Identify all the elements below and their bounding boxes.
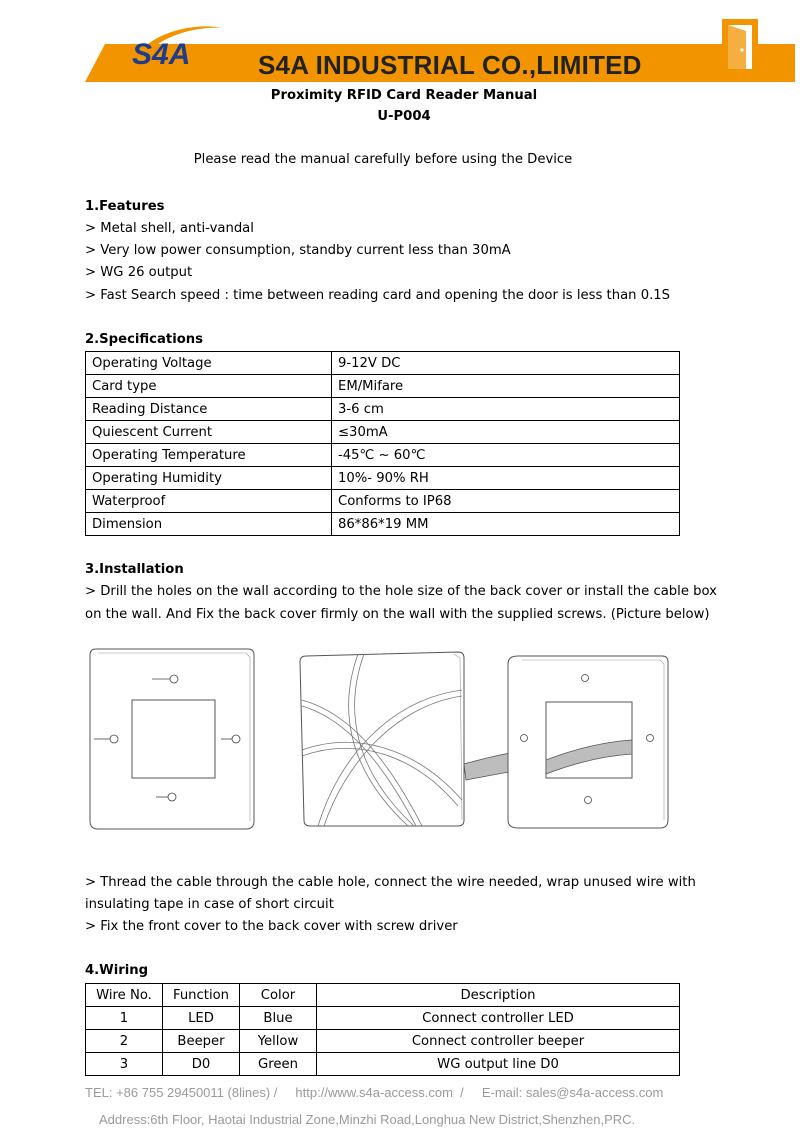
- wire-function: LED: [163, 1007, 240, 1030]
- door-icon: [720, 17, 760, 73]
- spec-value: ≤30mA: [332, 421, 680, 444]
- feature-item: > Very low power consumption, standby current less than 30mA: [85, 243, 511, 258]
- table-row: [86, 490, 680, 513]
- table-row: [86, 1030, 680, 1053]
- spec-label: Operating Voltage: [86, 352, 332, 375]
- feature-item: > Fast Search speed : time between reading card and opening the door is less than 0.1S: [85, 288, 671, 303]
- company-logo: [126, 22, 226, 78]
- spec-label: Dimension: [86, 513, 332, 536]
- read-notice: Please read the manual carefully before using the Device: [193, 152, 573, 167]
- installation-step-line: on the wall. And Fix the back cover firmly on the wall with the supplied screws. (Picture below): [85, 607, 710, 622]
- spec-label: Card type: [86, 375, 332, 398]
- column-header: Function: [163, 984, 240, 1007]
- spec-value: Conforms to IP68: [332, 490, 680, 513]
- feature-item: > WG 26 output: [85, 265, 193, 280]
- wire-color: Yellow: [240, 1030, 317, 1053]
- spec-label: Reading Distance: [86, 398, 332, 421]
- wire-color: Blue: [240, 1007, 317, 1030]
- spec-label: Quiescent Current: [86, 421, 332, 444]
- spec-value: 9-12V DC: [332, 352, 680, 375]
- specifications-table: [85, 351, 680, 536]
- table-row: [86, 1007, 680, 1030]
- features-heading: 1.Features: [85, 199, 165, 214]
- feature-item: > Metal shell, anti-vandal: [85, 221, 254, 236]
- spec-value: 86*86*19 MM: [332, 513, 680, 536]
- spec-value: 3-6 cm: [332, 398, 680, 421]
- wire-number: 3: [86, 1053, 163, 1076]
- table-header-row: [86, 984, 680, 1007]
- wire-description: Connect controller beeper: [317, 1030, 680, 1053]
- wiring-heading: 4.Wiring: [85, 963, 149, 978]
- specifications-heading: 2.Specifications: [85, 332, 204, 347]
- installation-step-line: insulating tape in case of short circuit: [85, 897, 334, 912]
- spec-value: EM/Mifare: [332, 375, 680, 398]
- footer-address: Address:6th Floor, Haotai Industrial Zone,Minzhi Road,Longhua New District,Shenzhen,PRC.: [99, 1112, 636, 1127]
- table-row: [86, 444, 680, 467]
- column-header: Description: [317, 984, 680, 1007]
- back-cover-illustration: [86, 645, 258, 833]
- column-header: Color: [240, 984, 317, 1007]
- wire-number: 2: [86, 1030, 163, 1053]
- spec-value: -45℃ ~ 60℃: [332, 444, 680, 467]
- wire-description: WG output line D0: [317, 1053, 680, 1076]
- table-row: [86, 467, 680, 490]
- table-row: [86, 352, 680, 375]
- wire-function: D0: [163, 1053, 240, 1076]
- table-row: [86, 398, 680, 421]
- table-row: [86, 1053, 680, 1076]
- spec-label: Waterproof: [86, 490, 332, 513]
- spec-label: Operating Humidity: [86, 467, 332, 490]
- cable-mount-illustration: [462, 650, 674, 832]
- installation-step-line: > Fix the front cover to the back cover with screw driver: [85, 919, 458, 934]
- footer-contact: TEL: +86 755 29450011 (8lines) / http://www.s4a-access.com / E-mail: sales@s4a-access.com: [85, 1085, 664, 1100]
- installation-step-line: > Thread the cable through the cable hole, connect the wire needed, wrap unused wire with: [85, 875, 696, 890]
- table-row: [86, 375, 680, 398]
- wire-function: Beeper: [163, 1030, 240, 1053]
- wiring-table: [85, 983, 680, 1076]
- wire-color: Green: [240, 1053, 317, 1076]
- front-cover-illustration: [298, 650, 470, 830]
- table-row: [86, 421, 680, 444]
- table-row: [86, 513, 680, 536]
- installation-step-line: > Drill the holes on the wall according to the hole size of the back cover or install the cable box: [85, 584, 717, 599]
- svg-text:S4A: S4A: [132, 38, 191, 71]
- wire-number: 1: [86, 1007, 163, 1030]
- column-header: Wire No.: [86, 984, 163, 1007]
- installation-heading: 3.Installation: [85, 562, 184, 577]
- manual-title: Proximity RFID Card Reader Manual: [270, 88, 538, 103]
- spec-value: 10%- 90% RH: [332, 467, 680, 490]
- model-number: U-P004: [377, 109, 431, 124]
- wire-description: Connect controller LED: [317, 1007, 680, 1030]
- company-name: S4A INDUSTRIAL CO.,LIMITED: [258, 50, 642, 80]
- spec-label: Operating Temperature: [86, 444, 332, 467]
